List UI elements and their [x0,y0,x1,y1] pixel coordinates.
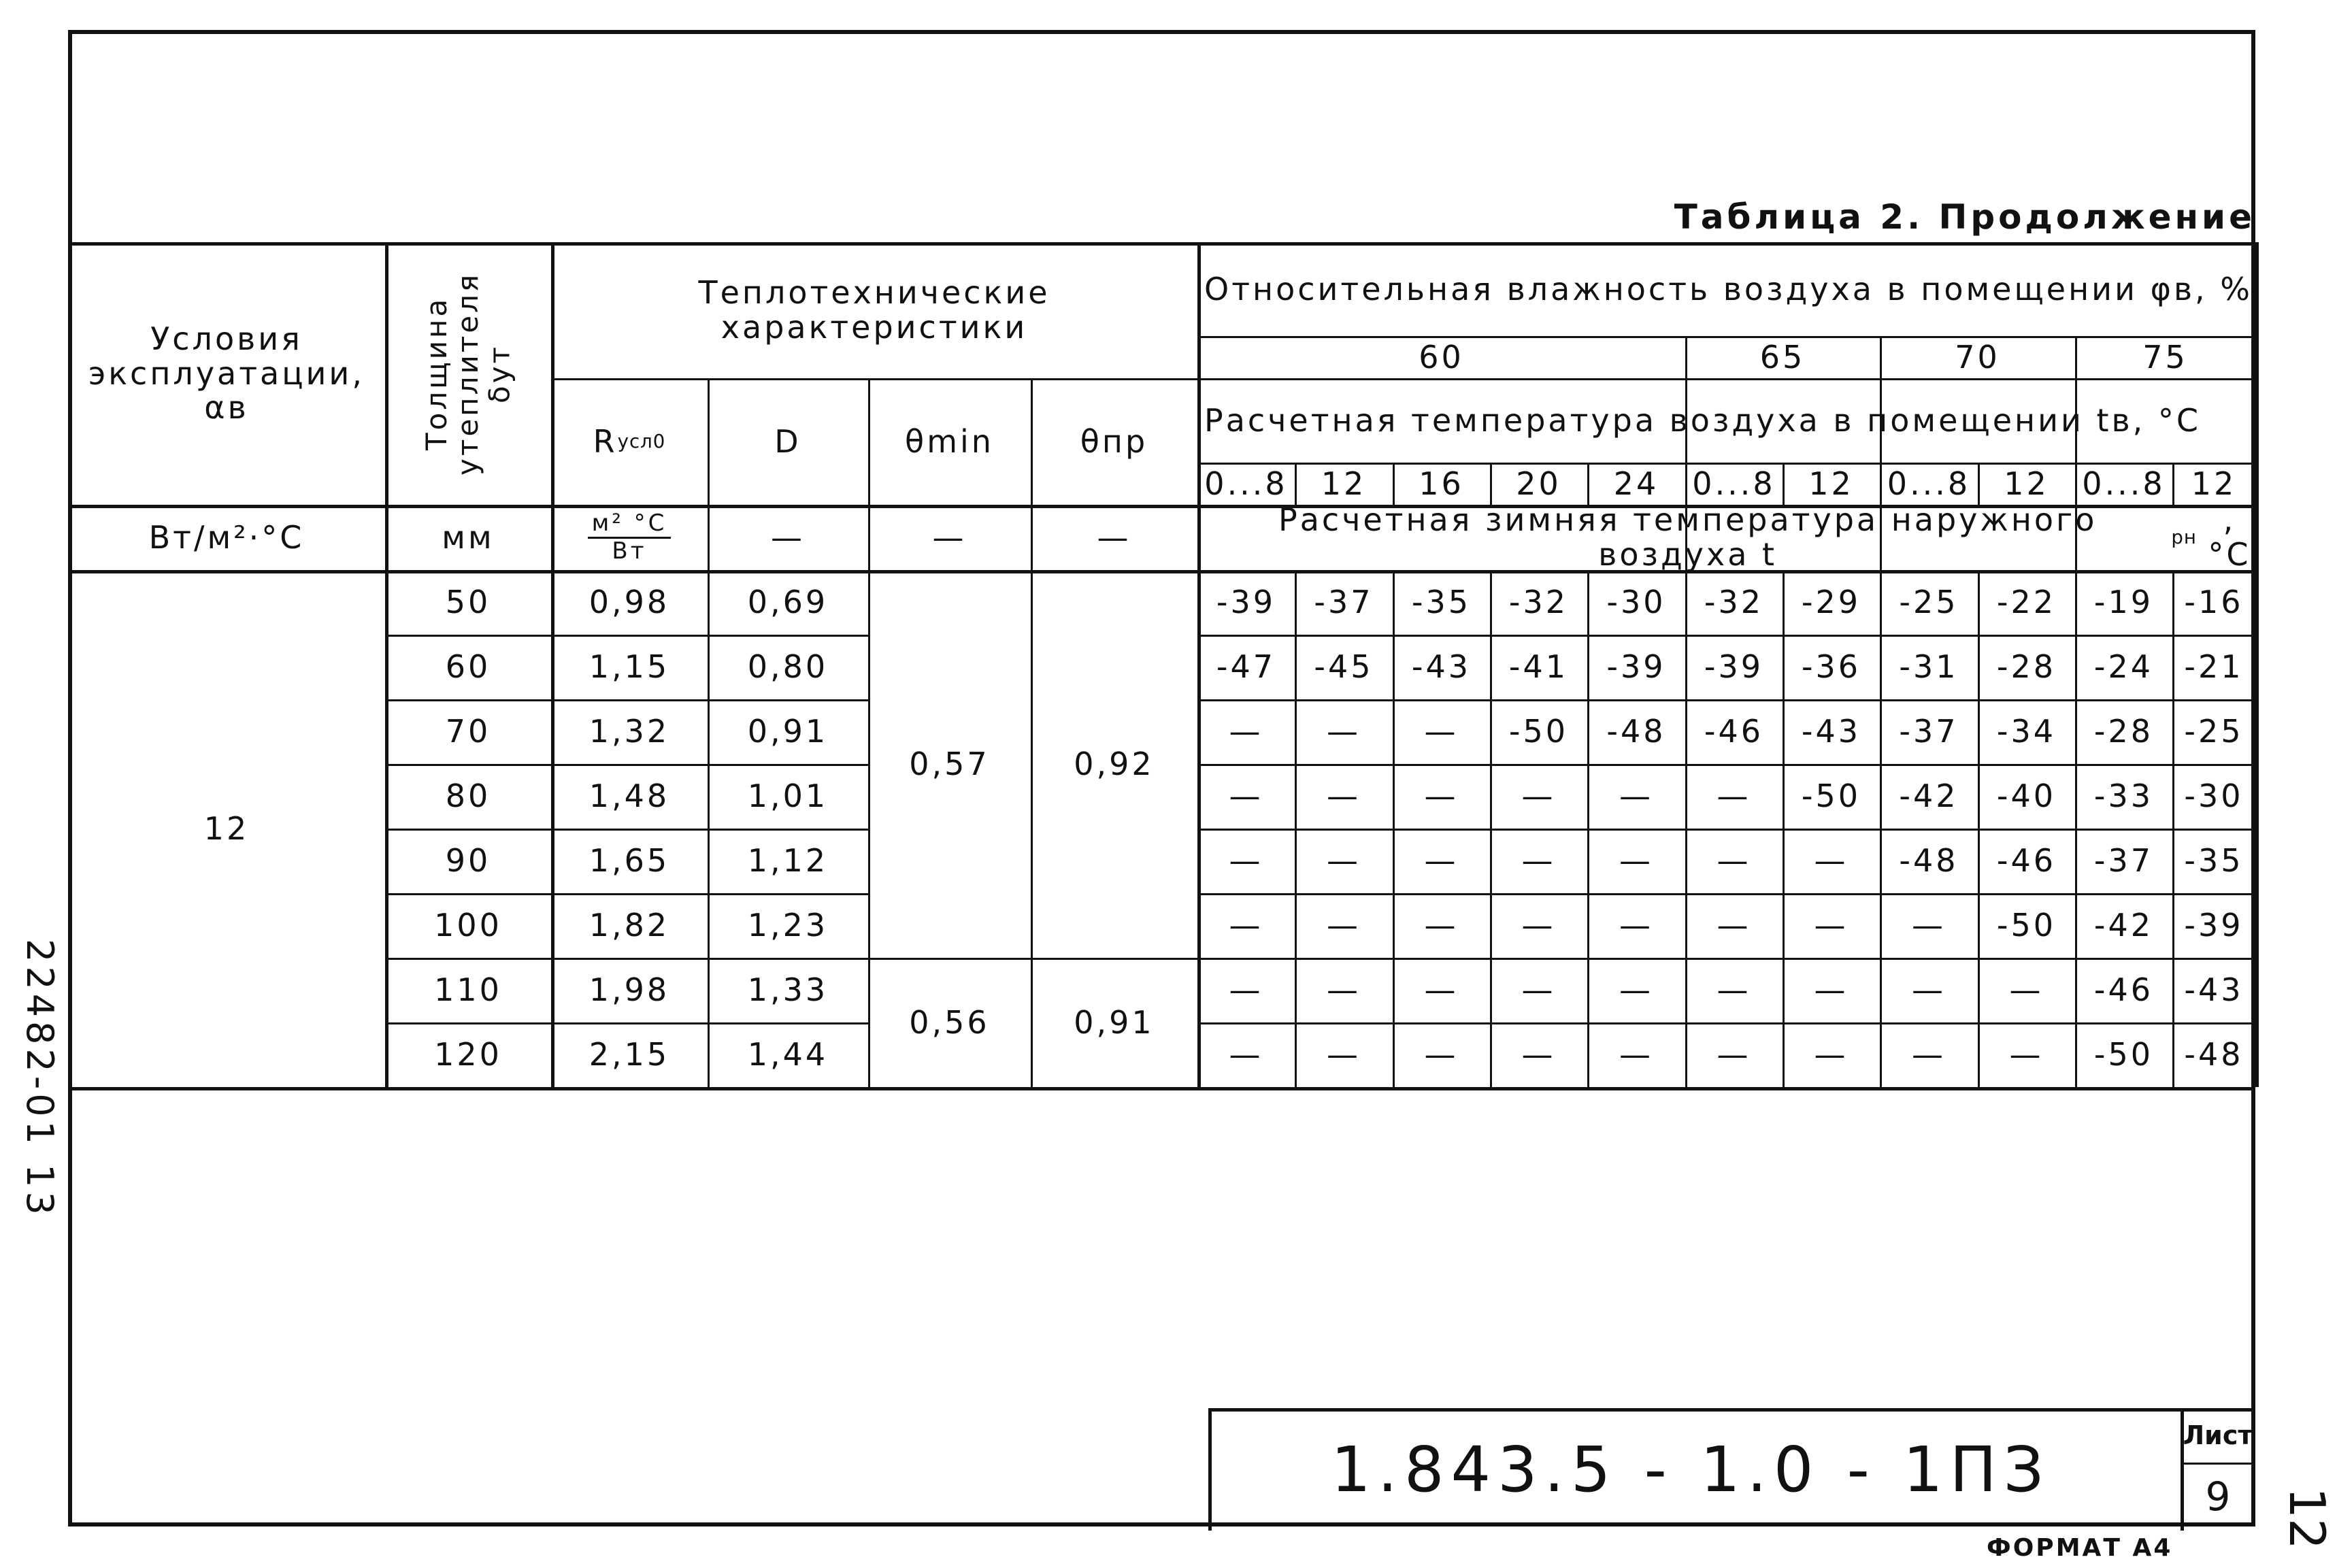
row-temp-value: — [1619,1036,1653,1073]
inside-temp-value: 12 [2191,465,2237,502]
theta-min-value: 0,56 [909,1003,990,1041]
row-temp-value: -46 [1704,713,1764,750]
row-d-value: 1,44 [747,1036,829,1073]
row-temp-value: -45 [1314,648,1374,686]
conditions-header [68,242,385,505]
row-r-value: 2,15 [589,1036,670,1073]
row-temp-value: -46 [1996,842,2057,880]
row-temp-value: — [1229,1036,1263,1073]
row-temp-value: — [1424,842,1459,880]
row-r-value: 1,15 [589,648,670,686]
outside-temp-label: Расчетная зимняя температура наружного воздуха t [1278,501,2098,573]
row-temp-value: -43 [1801,713,1861,750]
units-conditions: Вт/м²·°С [148,518,305,556]
humidity-value: 75 [2142,338,2188,376]
row-temp-value: -30 [1606,584,1666,621]
row-temp-value: — [1424,1036,1459,1073]
row-temp-value: — [1814,907,1849,944]
row-temp-value: -25 [1899,584,1959,621]
row-thickness: 90 [445,842,491,880]
row-temp-value: -24 [2093,648,2154,686]
row-temp-value: -37 [2093,842,2154,880]
row-thickness: 110 [434,971,502,1009]
row-temp-value: — [2009,971,2044,1009]
row-temp-value: — [1619,778,1653,815]
row-temp-value: — [2009,1036,2044,1073]
row-thickness: 120 [434,1036,502,1073]
row-temp-value: — [1619,907,1653,944]
row-temp-value: — [1521,1036,1556,1073]
humidity-header: Относительная влажность воздуха в помещении φв, % [1204,270,2253,307]
row-temp-value: -37 [1314,584,1374,621]
inside-temp-value: 16 [1419,465,1464,502]
inside-temp-value: 0...8 [1887,465,1971,502]
outside-temp-header [1197,501,2262,573]
thickness-header [385,242,551,505]
row-r-value: 0,98 [589,584,670,621]
table-bottom-border [68,1087,2255,1090]
row-r-value: 1,48 [589,778,670,815]
theta-pr-value: 0,92 [1074,745,1155,782]
row-temp-value: -43 [2184,971,2244,1009]
humidity-value: 70 [1955,338,2000,376]
col-r-subscript: 0 [652,429,666,452]
theta-min-value: 0,57 [909,745,990,782]
row-temp-value: -28 [1996,648,2057,686]
row-temp-value: -46 [2093,971,2154,1009]
row-temp-value: — [1912,1036,1946,1073]
row-temp-value: — [1521,842,1556,880]
inside-temp-value: 0...8 [1204,465,1288,502]
row-temp-value: — [1229,713,1263,750]
row-temp-value: -36 [1801,648,1861,686]
row-temp-value: — [1229,842,1263,880]
thermal-group-header: Теплотехнические характеристики [698,274,1050,346]
units-d: — [771,518,805,556]
row-temp-value: -50 [2093,1036,2154,1073]
row-d-value: 1,23 [747,907,829,944]
row-temp-value: -43 [1411,648,1472,686]
table-caption: Таблица 2. Продолжение [1674,197,2255,237]
row-temp-value: — [1521,778,1556,815]
outside-temp-unit: , °С [2208,501,2251,573]
row-temp-value: -39 [1216,584,1276,621]
row-temp-value: -16 [2184,584,2244,621]
inside-temp-value: 24 [1613,465,1659,502]
alpha-symbol: αв [204,389,249,427]
col-r-superscript: усл [617,429,653,452]
units-r-numerator: м² °С [588,511,672,538]
row-temp-value: — [1327,1036,1361,1073]
row-temp-value: -50 [1801,778,1861,815]
row-temp-value: -50 [1996,907,2057,944]
row-temp-value: -39 [1704,648,1764,686]
row-d-value: 0,80 [747,648,829,686]
col-tpr-header: θпр [1080,422,1148,460]
inside-temp-value: 0...8 [1692,465,1776,502]
row-temp-value: — [1912,971,1946,1009]
row-temp-value: — [1912,907,1946,944]
row-temp-value: -48 [1899,842,1959,880]
row-temp-value: — [1814,971,1849,1009]
col-r-header [551,378,708,505]
row-temp-value: -33 [2093,778,2154,815]
row-thickness: 100 [434,907,502,944]
row-temp-value: -21 [2184,648,2244,686]
row-r-value: 1,98 [589,971,670,1009]
inside-temp-value: 12 [1321,465,1367,502]
row-temp-value: -40 [1996,778,2057,815]
row-d-value: 0,69 [747,584,829,621]
row-temp-value: -42 [1899,778,1959,815]
row-temp-value: -30 [2184,778,2244,815]
alpha-value: 12 [203,810,250,847]
row-temp-value: -47 [1216,648,1276,686]
row-temp-value: -22 [1996,584,2057,621]
outside-temp-sub: н [2183,525,2197,548]
col-d-header: D [774,422,801,460]
page-number: 12 [2278,1487,2336,1550]
row-temp-value: — [1717,778,1751,815]
theta-pr-value: 0,91 [1074,1003,1155,1041]
format-label: ФОРМАТ А4 [1987,1534,2173,1562]
inside-temp-header: Расчетная температура воздуха в помещении tв, °С [1204,401,2201,439]
thickness-label: Толщина утеплителя δут [419,271,516,476]
row-temp-value: -25 [2184,713,2244,750]
row-r-value: 1,65 [589,842,670,880]
row-temp-value: — [1327,971,1361,1009]
inside-temp-value: 20 [1516,465,1561,502]
document-number: 1.843.5 - 1.0 - 1ПЗ [1331,1433,2051,1506]
row-temp-value: — [1327,778,1361,815]
row-thickness: 70 [445,713,491,750]
row-temp-value: — [1717,907,1751,944]
row-temp-value: -31 [1899,648,1959,686]
row-temp-value: — [1229,971,1263,1009]
row-temp-value: — [1717,842,1751,880]
row-temp-value: — [1327,713,1361,750]
outside-temp-sup: р [2171,525,2184,548]
row-temp-value: — [1424,713,1459,750]
row-thickness: 60 [445,648,491,686]
row-temp-value: — [1327,842,1361,880]
row-temp-value: — [1327,907,1361,944]
sheet-label: Лист [2183,1420,2253,1450]
row-temp-value: -39 [1606,648,1666,686]
row-temp-value: -41 [1508,648,1569,686]
row-d-value: 1,12 [747,842,829,880]
units-tmin: — [932,518,967,556]
humidity-value: 65 [1759,338,1806,376]
row-temp-value: — [1814,842,1849,880]
row-d-value: 1,01 [747,778,829,815]
row-thickness: 80 [445,778,491,815]
row-temp-value: -35 [2184,842,2244,880]
row-temp-value: — [1521,907,1556,944]
row-temp-value: -39 [2184,907,2244,944]
row-temp-value: — [1814,1036,1849,1073]
row-temp-value: — [1521,971,1556,1009]
row-temp-value: -32 [1704,584,1764,621]
row-temp-value: — [1619,842,1653,880]
row-temp-value: -48 [2184,1036,2244,1073]
side-code: 22482-01 13 [18,939,61,1219]
row-temp-value: — [1229,778,1263,815]
inside-temp-value: 12 [2004,465,2049,502]
row-temp-value: -29 [1801,584,1861,621]
col-r-symbol: R [593,422,618,460]
row-temp-value: -37 [1899,713,1959,750]
row-temp-value: — [1717,1036,1751,1073]
row-d-value: 1,33 [747,971,829,1009]
row-temp-value: — [1619,971,1653,1009]
row-r-value: 1,82 [589,907,670,944]
row-temp-value: -50 [1508,713,1569,750]
row-temp-value: -34 [1996,713,2057,750]
inside-temp-value: 0...8 [2082,465,2166,502]
row-temp-value: -42 [2093,907,2154,944]
row-temp-value: — [1424,971,1459,1009]
inside-temp-value: 12 [1808,465,1854,502]
row-thickness: 50 [445,584,491,621]
units-thickness: мм [442,518,495,556]
row-temp-value: -32 [1508,584,1569,621]
col-tmin-header: θmin [905,422,994,460]
sheet-number: 9 [2205,1473,2231,1520]
humidity-value: 60 [1419,338,1464,376]
row-temp-value: -28 [2093,713,2154,750]
row-temp-value: — [1424,907,1459,944]
table-right-border [2255,242,2259,1087]
row-temp-value: — [1717,971,1751,1009]
row-temp-value: -48 [1606,713,1666,750]
units-r-denominator: Вт [612,537,647,565]
row-temp-value: -19 [2093,584,2154,621]
row-temp-value: — [1424,778,1459,815]
row-temp-value: -35 [1411,584,1472,621]
units-r [551,505,708,570]
conditions-label: Условия эксплуатации, [88,320,365,392]
row-r-value: 1,32 [589,713,670,750]
row-d-value: 0,91 [747,713,829,750]
row-temp-value: — [1229,907,1263,944]
units-tpr: — [1097,518,1131,556]
